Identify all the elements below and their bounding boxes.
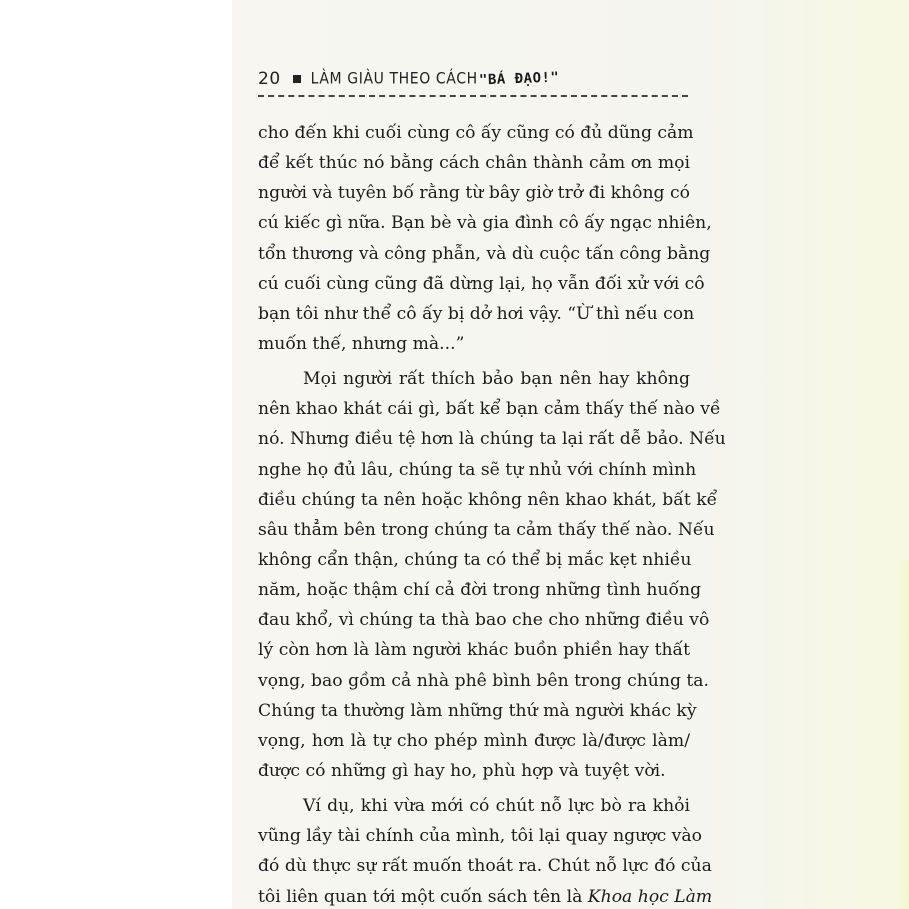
text-line: cú cuối cùng cũng đã dừng lại, họ vẫn đối xử với cô — [258, 273, 705, 294]
text-line: để kết thúc nó bằng cách chân thành cảm ơn mọi — [258, 153, 690, 174]
text-line-body: tôi liên quan tới một cuốn sách tên là — [258, 886, 588, 907]
text-line: vũng lầy tài chính của mình, tôi lại quay ngược vào — [258, 826, 702, 847]
running-header — [258, 66, 559, 92]
text-line: vọng, bao gồm cả nhà phê bình bên trong chúng ta. — [258, 670, 710, 691]
text-line: điều chúng ta nên hoặc không nên khao khát, bất kể — [258, 489, 718, 510]
text-line: được có những gì hay ho, phù hợp và tuyệt vời. — [258, 760, 666, 781]
page-number: 20 — [258, 69, 281, 89]
text-line: cú kiếc gì nữa. Bạn bè và gia đình cô ấy ngạc nhiên, — [258, 213, 712, 234]
body-text — [258, 118, 726, 909]
text-line: muốn thế, nhưng mà...” — [258, 333, 465, 354]
text-line: nó. Nhưng điều tệ hơn là chúng ta lại rất dễ bảo. Nếu — [258, 429, 726, 450]
text-line: Mọi người rất thích bảo bạn nên hay không — [303, 369, 690, 390]
text-line: lý còn hơn là làm người khác buồn phiền hay thất — [258, 640, 690, 661]
text-line: sâu thẳm bên trong chúng ta cảm thấy thế nào. Nếu — [258, 519, 715, 540]
text-line: nghe họ đủ lâu, chúng ta sẽ tự nhủ với chính mình — [258, 459, 697, 480]
book-title-stamp: "BÁ ĐẠO!" — [478, 69, 560, 89]
text-line: nên khao khát cái gì, bất kể bạn cảm thấy thế nào về — [258, 399, 721, 420]
paragraph — [258, 118, 712, 359]
text-line: bạn tôi như thể cô ấy bị dở hơi vậy. “Ừ thì nếu con — [258, 303, 695, 324]
text-line: đó dù thực sự rất muốn thoát ra. Chút nỗ lực đó của — [258, 856, 712, 877]
header-bullet-icon — [293, 75, 301, 83]
text-line: người và tuyên bố rằng từ bây giờ trở đi không có — [258, 183, 690, 204]
header-divider — [258, 95, 688, 97]
text-line: năm, hoặc thậm chí cả đời trong những tình huống — [258, 580, 702, 601]
text-line: đau khổ, vì chúng ta thà bao che cho những điều vô — [258, 610, 710, 631]
book-title-italic: Khoa học Làm — [587, 886, 713, 907]
page-edge-shadow — [895, 560, 909, 909]
paragraph — [258, 791, 713, 909]
text-line: Chúng ta thường làm những thứ mà người khác kỳ — [258, 700, 697, 721]
book-title: LÀM GIÀU THEO CÁCH — [310, 70, 478, 88]
text-line: Ví dụ, khi vừa mới có chút nỗ lực bò ra khỏi — [303, 796, 690, 817]
text-line: vọng, hơn là tự cho phép mình được là/được làm/ — [258, 730, 690, 751]
text-line — [258, 882, 713, 909]
text-line: cho đến khi cuối cùng cô ấy cũng có đủ dũng cảm — [258, 123, 694, 143]
text-line: không cẩn thận, chúng ta có thể bị mắc kẹt nhiều — [258, 549, 692, 570]
paragraph — [258, 364, 726, 786]
text-line: tổn thương và công phẫn, và dù cuộc tấn công bằng — [258, 243, 711, 264]
